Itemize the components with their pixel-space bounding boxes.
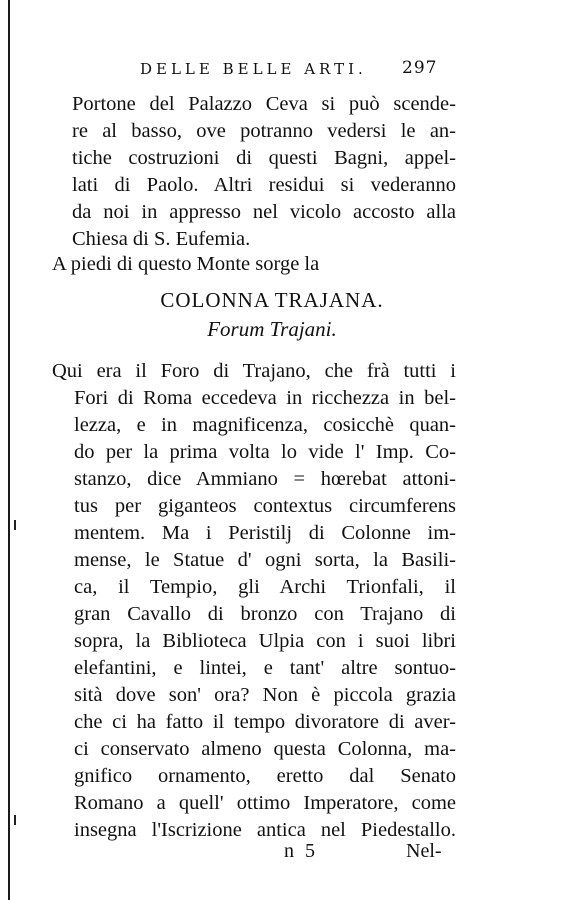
text-line: sopra, la Biblioteca Ulpia con i suoi libri bbox=[74, 630, 456, 652]
text-line: Fori di Roma eccedeva in ricchezza in bel- bbox=[74, 387, 456, 409]
text-line: mentem. Ma i Peristilj di Colonne im- bbox=[74, 522, 456, 544]
text-line: insegna l'Iscrizione antica nel Piedestallo. bbox=[74, 819, 456, 841]
text-line: gnifico ornamento, eretto dal Senato bbox=[74, 765, 456, 787]
text-line: Portone del Palazzo Ceva si può scende- bbox=[72, 93, 456, 115]
text-line: che ci ha fatto il tempo divoratore di aver- bbox=[74, 711, 456, 733]
text-line: stanzo, dice Ammiano = hœrebat attoni- bbox=[74, 468, 456, 490]
text-line: Qui era il Foro di Trajano, che frà tutti i bbox=[52, 360, 456, 382]
intro-line: A piedi di questo Monte sorge la bbox=[52, 253, 320, 275]
text-line: elefantini, e lintei, e tant' altre sontuo- bbox=[74, 657, 456, 679]
section-title: COLONNA TRAJANA. bbox=[160, 288, 384, 312]
section-subtitle: Forum Trajani. bbox=[207, 317, 337, 341]
page-number: 297 bbox=[402, 58, 438, 78]
text-line: re al basso, ove potranno vedersi le an- bbox=[72, 120, 456, 142]
text-line: Romano a quell' ottimo Imperatore, come bbox=[74, 792, 456, 814]
edge-mark bbox=[14, 815, 16, 825]
text-line: gran Cavallo di bronzo con Trajano di bbox=[74, 603, 456, 625]
text-line: lati di Paolo. Altri residui si vederanno bbox=[72, 174, 456, 196]
running-head: DELLE BELLE ARTI. bbox=[140, 60, 367, 78]
text-line: sità dove son' ora? Non è piccola grazia bbox=[74, 684, 456, 706]
text-line: tus per giganteos contextus circumferens bbox=[74, 495, 456, 517]
catchword: Nel- bbox=[406, 840, 442, 862]
text-line: ca, il Tempio, gli Archi Trionfali, il bbox=[74, 576, 456, 598]
signature-mark: n 5 bbox=[284, 840, 318, 862]
text-line: do per la prima volta lo vide l' Imp. Co- bbox=[74, 441, 456, 463]
page-edge-line bbox=[8, 0, 10, 900]
text-line: lezza, e in magnificenza, cosicchè quan- bbox=[74, 414, 456, 436]
text-line: Chiesa di S. Eufemia. bbox=[72, 228, 251, 250]
text-line: ci conservato almeno questa Colonna, ma- bbox=[74, 738, 456, 760]
text-line: mense, le Statue d' ogni sorta, la Basili- bbox=[74, 549, 456, 571]
text-line: da noi in appresso nel vicolo accosto alla bbox=[72, 201, 456, 223]
text-line: tiche costruzioni di questi Bagni, appel- bbox=[72, 147, 456, 169]
edge-mark bbox=[14, 520, 16, 530]
